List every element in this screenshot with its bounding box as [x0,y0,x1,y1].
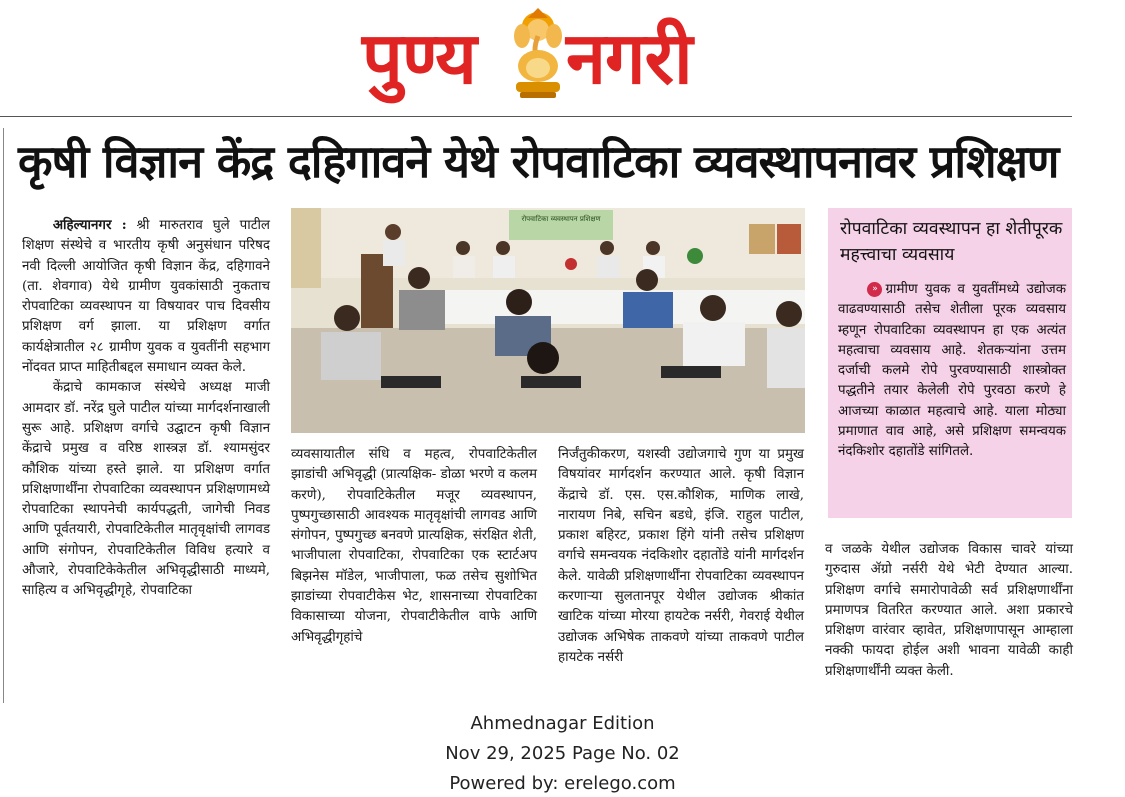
masthead [0,0,1125,112]
article-column-4 [825,540,1073,682]
article-paragraph-5: व जळके येथील उद्योजक विकास चावरे यांच्या गुरुदास ॲग्रो नर्सरी येथे भेटी देण्यात आल्या. प्रशिक्षण वर्गाचे समारोपावेळी सर्व प्रशिक्षणार्थींना प्रमाणपत्र वितरित करण्यात आले. अशा प्रकारचे प्रशिक्षण वारंवार व्हावेत, प्रशिक्षणापासून आम्हाला नक्की फायदा होईल अशी भावना यावेळी काही प्रशिक्षणार्थींनी व्यक्त केली. [825,542,1073,679]
header-rule [0,116,1072,117]
double-chevron-icon: » [867,282,882,297]
article-column-3 [558,445,804,668]
highlight-box [828,208,1072,518]
article-paragraph-2: केंद्राचे कामकाज संस्थेचे अध्यक्ष माजी आमदार डॉ. नरेंद्र घुले पाटील यांच्या मार्गदर्शनाखाली सुरू आहे. प्रशिक्षण वर्गाचे उद्घाटन कृषी विज्ञान केंद्राचे प्रमुख व वरिष्ठ शास्त्रज्ञ डॉ. श्यामसुंदर कौशिक यांच्या हस्ते झाले. या प्रशिक्षण वर्गात प्रशिक्षणार्थींना रोपवाटिका व्यवस्थापन प्रशिक्षणामध्ये रोपवाटिका स्थापनेची कार्यपद्धती, जागेची निवड आणि पूर्वतयारी, रोपवाटिकेतील मातृवृक्षांची लागवड आणि संगोपन, रोपवाटिकेतील विविध हत्यारे व औजारे, रोपवाटिकेकेतील अभिवृद्धीसाठी माध्यमे, साहित्य व अभिवृद्धीगृहे, रोपवाटिका [22,380,270,599]
training-photo-image [291,208,805,433]
article-column-2 [291,445,537,648]
edition-label: Ahmednagar Edition [470,713,655,734]
training-banner-text: रोपवाटिका व्यवस्थापन प्रशिक्षण [521,215,601,223]
highlight-box-body [838,280,1066,463]
article-paragraph-4: निर्जंतुकीकरण, यशस्वी उद्योजगाचे गुण या प्रमुख विषयांवर मार्गदर्शन करण्यात आले. कृषी विज्ञान केंद्राचे डॉ. एस. एस.कौशिक, माणिक लाखे, नारायण निबे, सचिन बडधे, इंजि. राहुल पाटील, प्रकाश बहिरट, प्रकाश हिंगे यांनी तसेच प्रशिक्षण वर्गाचे समन्वयक नंदकिशोर दहातोंडे यांनी मार्गदर्शन केले. यावेळी प्रशिक्षणार्थींना रोपवाटिका व्यवस्थापन करणाऱ्या सुलतानपूर येथील उद्योजक श्रीकांत खाटिक यांच्या मोरया हायटेक नर्सरी, गेवराई येथील उद्योजक अभिषेक ताकवणे यांच्या ताकवणे पाटील हायटेक नर्सरी [558,447,804,665]
ganesh-logo-icon [508,6,568,102]
headline: कृषी विज्ञान केंद्र दहिगावने येथे रोपवाटिका व्यवस्थापनावर प्रशिक्षण [18,135,1059,188]
dateline: अहिल्यानगर : [52,217,127,233]
left-column-rule [3,128,4,703]
article-paragraph-3: व्यवसायातील संधि व महत्व, रोपवाटिकेतील झाडांची अभिवृद्धी (प्रात्यक्षिक- डोळा भरणे व कलम करणे), रोपवाटिकेतील मजूर व्यवस्थापन, पुष्पगुच्छासाठी आवश्यक मातृवृक्षांची लागवड आणि संगोपन, पुष्पगुच्छ बनवणे प्रात्यक्षिक, संरक्षित शेती, भाजीपाला रोपवाटिका, रोपवाटिका एक स्टार्टअप बिझनेस मॉडेल, भाजीपाला, फळ तसेच सुशोभित झाडांच्या रोपवाटीकेस भेट, शासनाच्या रोपवाटिका विकासाच्या योजना, रोपवाटीकेतील वाफे आणि अभिवृद्धीगृहांचे [291,447,537,645]
highlight-box-text: ग्रामीण युवक व युवतींमध्ये उद्योजक वाढवण्यासाठी तसेच शेतीला पूरक व्यवसाय म्हणून रोपवाटिका व्यवस्थापन हा एक अत्यंत महत्वाचा व्यवसाय आहे. शेतकऱ्यांना उत्तम दर्जाची कलमे रोपे पुरवण्यासाठी शास्त्रोक्त पद्धतीने तयार केलेली रोपे पुरवठा करणे हे आजच्या काळात महत्वाचे आहे. याला मोठ्या प्रमाणात वाव आहे, असे प्रशिक्षण समन्वयक नंदकिशोर दहातोंडे सांगितले. [838,282,1066,460]
training-photo [291,208,805,433]
powered-by-label: Powered by: erelego.com [449,773,676,794]
article-paragraph-1: श्री मारुतराव घुले पाटील शिक्षण संस्थेचे व भारतीय कृषी अनुसंधान परिषद नवी दिल्ली आयोजित कृषी विज्ञान केंद्र, दहिगावने (ता. शेवगाव) येथे ग्रामीण युवकांसाठी नुकताच रोपवाटिका व्यवस्थापन या विषयावर पाच दिवसीय प्रशिक्षण वर्ग झाला. या प्रशिक्षण वर्गात कार्यक्षेत्रातील २८ ग्रामीण युवक व युवतींनी सहभाग नोंदवत प्राप्त माहितीबद्दल समाधान व्यक्त केले. [22,218,270,376]
highlight-box-title: रोपवाटिका व्यवस्थापन हा शेतीपूरक महत्त्वाचा व्यवसाय [840,219,1063,265]
article-column-1 [22,215,270,602]
masthead-title-left: पुण्य [362,16,476,100]
masthead-title-right: नगरी [566,16,692,100]
date-page-label: Nov 29, 2025 Page No. 02 [445,743,680,764]
